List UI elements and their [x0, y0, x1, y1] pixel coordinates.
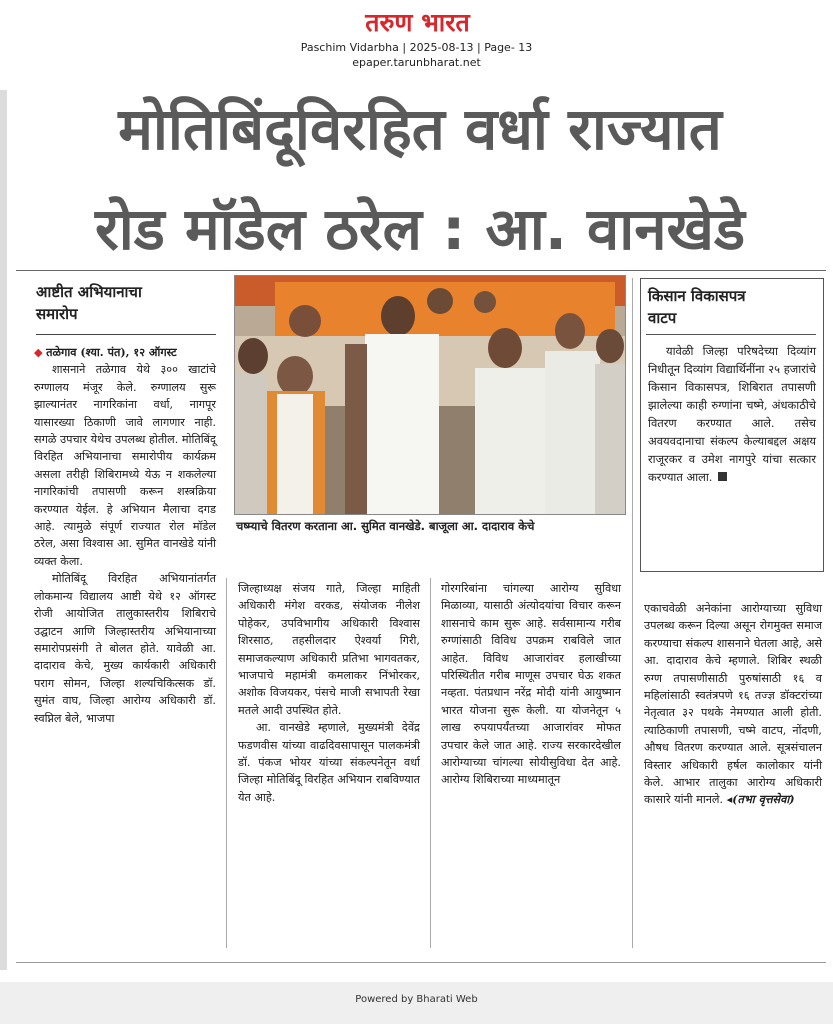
newspaper-logo[interactable] — [330, 6, 505, 40]
arrow-left-icon: ◂ — [726, 793, 733, 807]
paragraph: गोरगरिबांना चांगल्या आरोग्य सुविधा मिळाव्या, यासाठी अंत्योदयांचा विचार करून शासनाचे काम सुरू आहे. सर्वसामान्य गरीब रुग्णांसाठी विविध उपक्रम राबविले जात आहेत. विविध आजारांवर हलाखीच्या परिस्थितीत गरीब माणूस उपचार घेऊ शकत नव्हता. पंतप्रधान नरेंद्र मोदी यांनी आयुष्मान भारत योजना सुरू केली. या योजनेतून ५ लाख रुपयापर्यंतच्या आजारांवर मोफत उपचार केले जात आहे. राज्य सरकारदेखील आरोग्याच्या चांगल्या सोयीसुविधा देत आहे. आरोग्य शिबिराच्या माध्यमातून — [441, 582, 621, 787]
article-dateline: तळेगाव (श्या. पंत), १२ ऑगस्ट — [46, 345, 177, 359]
subhead-rule — [36, 334, 216, 335]
headline-line-1: मोतिबिंदूविरहित वर्धा राज्यात — [118, 95, 722, 163]
article-photo[interactable] — [234, 275, 626, 515]
logo-text: तरुण भारत — [365, 8, 470, 37]
sidebar-title-rule — [646, 334, 816, 335]
sidebar-title-line-2: वाटप — [648, 309, 677, 327]
bottom-rule — [16, 962, 826, 963]
photo-illustration — [235, 276, 625, 514]
dateline-paragraph — [34, 344, 216, 361]
epaper-url[interactable]: epaper.tarunbharat.net — [352, 56, 481, 69]
paragraph: मोतिबिंदू विरहित अभियानांतर्गत लोकमान्य विद्यालय आष्टी येथे १२ ऑगस्ट रोजी आयोजित तालुकास्तरीय शिबिराचे उद्घाटन आणि जिल्हास्तरीय अभियानाच्या समारोपप्रसंगी ते बोलत होते. यावेळी आ. दादाराव केचे, मुख्य कार्यकारी अधिकारी पराग सोमन, जिल्हा शल्यचिकित्सक डॉ. सुमंत वाघ, जिल्हा आरोग्य अधिकारी डॉ. स्वप्निल बेले, भाजपा — [34, 572, 216, 725]
headline-rule — [16, 270, 826, 271]
edition-meta: Paschim Vidarbha | 2025-08-13 | Page- 13 — [300, 41, 533, 54]
sidebar-box-body — [648, 342, 816, 486]
headline-line-2: रोड मॉडेल ठरेल : आ. वानखेडे — [95, 195, 745, 263]
left-margin-rule — [0, 90, 7, 970]
paragraph-text: एकाचवेळी अनेकांना आरोग्याच्या सुविधा उपलब्ध करून दिल्या असून रोगमुक्त समाज करण्याचा संकल्प शासनाने घेतला आहे, असे आ. दादाराव केचे म्हणाले. शिबिर स्थळी रुग्ण तपासणीसाठी पुरुषांसाठी १६ व महिलांसाठी स्वतंत्रपणे १६ तज्ज्ञ डॉक्टरांच्या नेतृत्वात ३२ पथके नेमण्यात आली होती. त्याठिकाणी तपासणी, चष्मे वाटप, नोंदणी, औषध वितरण करण्यात आले. सूत्रसंचालन विस्तार अधिकारी हर्षल कालोकार यांनी केले. आभार तालुका आरोग्य अधिकारी कासारे यांनी मानले. — [644, 602, 822, 807]
sidebar-box-title — [648, 285, 746, 329]
diamond-bullet-icon: ◆ — [34, 346, 43, 359]
article-column-4 — [644, 600, 822, 809]
subhead-line-1: आष्टीत अभियानाचा — [36, 283, 142, 301]
paragraph: जिल्हाध्यक्ष संजय गाते, जिल्हा माहिती अधिकारी मंगेश वरकड, संयोजक नीलेश पोहेकर, उपविभागीय अधिकारी विश्वास शिरसाठ, तहसीलदार ऐश्वर्या गिरी, समाजकल्याण अधिकारी प्रतिभा भागवतकर, भाजपाचे महामंत्री कमलाकर निंभोरकर, अशोक विजयकर, पंसचे माजी सभापती रेखा मतले आदी उपस्थित होते. — [238, 582, 420, 717]
article-column-3 — [441, 580, 621, 789]
sidebar-title-line-1: किसान विकासपत्र — [648, 287, 746, 305]
sidebar-paragraph — [648, 342, 816, 486]
article-column-1 — [34, 344, 216, 727]
paragraph: शासनाने तळेगाव येथे ३०० खाटांचे रुग्णालय मंजूर केले. रुग्णालय सुरू झाल्यानंतर नागरिकांना वर्धा, नागपूर यासारख्या ठिकाणी जावे लागणार नाही. सगळे उपचार येथेच उपलब्ध होतील. मोतिबिंदू विरहित अभियानाचा समारोपीय कार्यक्रम असला तरीही शिबिरामध्ये येऊ न शकलेल्या नागरिकांची तपासणी करून शस्त्रक्रिया करण्यात येईल. हे अभियान मैलाचा दगड आहे. त्यामुळे संपूर्ण राज्यात रोल मॉडेल ठरेल, असा विश्वास आ. सुमित वानखेडे यांनी व्यक्त केला. — [34, 363, 216, 568]
paragraph — [644, 600, 822, 809]
powered-by-link[interactable]: Powered by Bharati Web — [355, 994, 478, 1005]
article-column-2 — [238, 580, 420, 806]
column-rule — [226, 578, 227, 948]
footer — [0, 982, 833, 1024]
photo-caption: चष्म्याचे वितरण करताना आ. सुमित वानखेडे. बाजूला आ. दादाराव केचे — [236, 519, 535, 533]
sidebar-text: यावेळी जिल्हा परिषदेच्या दिव्यांग निधीतून दिव्यांग विद्यार्थिनींना २५ हजारांचे किसान विकासपत्र, शिबिरात तपासणी झालेल्या काही रुग्णांना चष्मे, अंधकाठीचे वितरण करण्यात आले. तसेच अवयवदानाचा संकल्प केल्याबद्दल अक्षय राजूरकर व उमेश नागपुरे यांचा सत्कार करण्यात आला. — [648, 344, 816, 484]
column-rule — [430, 578, 431, 948]
paragraph: आ. वानखेडे म्हणाले, मुख्यमंत्री देवेंद्र फडणवीस यांच्या वाढदिवसापासून पालकमंत्री डॉ. पंकज भोयर यांच्या संकल्पनेतून वर्धा जिल्हा मोतिबिंदू विरहित अभियान राबविण्यात येत आहे. — [238, 721, 420, 804]
subhead-line-2: समारोप — [36, 305, 78, 323]
masthead — [0, 0, 833, 74]
end-mark-icon — [718, 472, 727, 481]
signoff: (तभा वृत्तसेवा) — [732, 792, 795, 807]
column-rule — [632, 278, 633, 948]
